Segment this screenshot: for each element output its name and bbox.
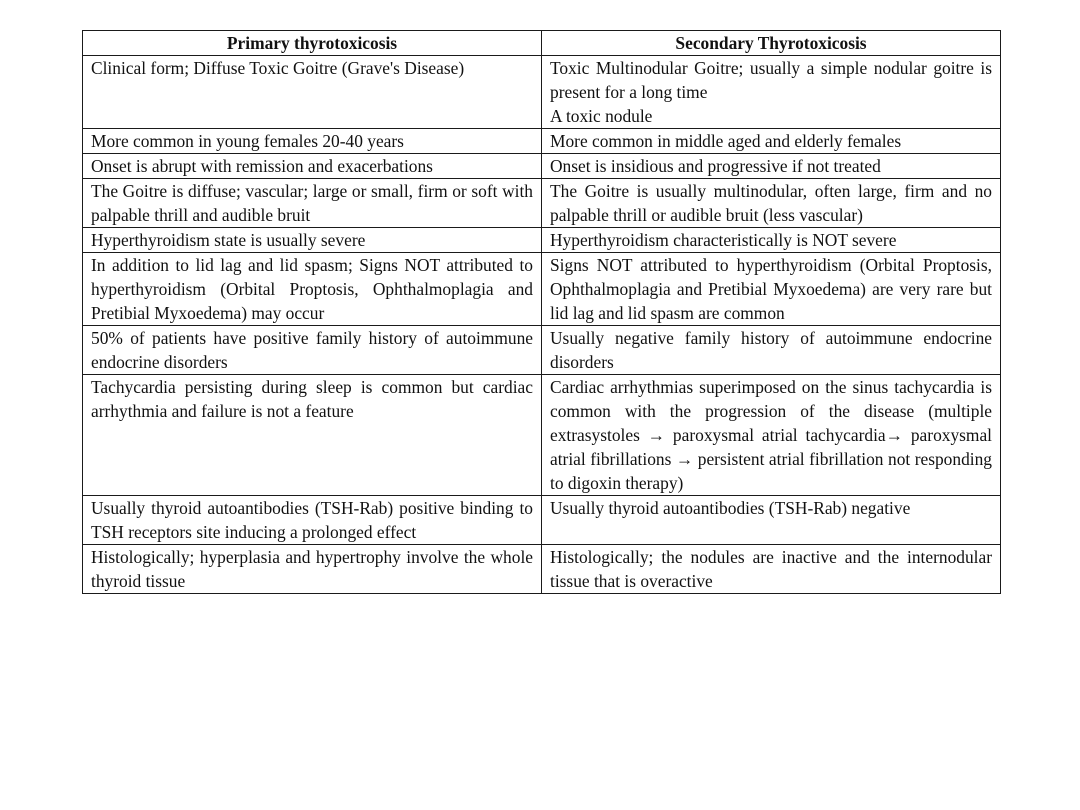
secondary-cell: Usually thyroid autoantibodies (TSH-Rab) negative [542, 496, 1001, 545]
table-row [83, 253, 1001, 326]
secondary-cell [542, 56, 1001, 129]
table-row [83, 228, 1001, 253]
comparison-table-container [82, 30, 1000, 594]
primary-cell: Tachycardia persisting during sleep is common but cardiac arrhythmia and failure is not a feature [83, 375, 542, 496]
primary-cell: Clinical form; Diffuse Toxic Goitre (Grave's Disease) [83, 56, 542, 129]
primary-cell: Histologically; hyperplasia and hypertrophy involve the whole thyroid tissue [83, 545, 542, 594]
secondary-cell: Usually negative family history of autoimmune endocrine disorders [542, 326, 1001, 375]
secondary-cell: Signs NOT attributed to hyperthyroidism (Orbital Proptosis, Ophthalmoplagia and Pretibial Myxoedema) are very rare but lid lag and lid spasm are common [542, 253, 1001, 326]
primary-cell: The Goitre is diffuse; vascular; large or small, firm or soft with palpable thrill and audible bruit [83, 179, 542, 228]
primary-cell: Onset is abrupt with remission and exacerbations [83, 154, 542, 179]
table-row [83, 56, 1001, 129]
table-row [83, 326, 1001, 375]
table-row [83, 375, 1001, 496]
secondary-cell: Histologically; the nodules are inactive and the internodular tissue that is overactive [542, 545, 1001, 594]
secondary-cell: Cardiac arrhythmias superimposed on the sinus tachycardia is common with the progression of the disease (multiple extrasystoles → paroxysmal atrial tachycardia→ paroxysmal atrial fibrillations → persistent atrial fibrillation not responding to digoxin therapy) [542, 375, 1001, 496]
header-row [83, 31, 1001, 56]
secondary-cell: More common in middle aged and elderly females [542, 129, 1001, 154]
primary-cell: Hyperthyroidism state is usually severe [83, 228, 542, 253]
secondary-cell: Onset is insidious and progressive if not treated [542, 154, 1001, 179]
secondary-cell: The Goitre is usually multinodular, often large, firm and no palpable thrill or audible bruit (less vascular) [542, 179, 1001, 228]
primary-cell: In addition to lid lag and lid spasm; Signs NOT attributed to hyperthyroidism (Orbital Proptosis, Ophthalmoplagia and Pretibial Myxoedema) may occur [83, 253, 542, 326]
thyrotoxicosis-comparison-table [82, 30, 1001, 594]
secondary-cell: Hyperthyroidism characteristically is NOT severe [542, 228, 1001, 253]
table-row [83, 129, 1001, 154]
table-row [83, 545, 1001, 594]
table-row [83, 179, 1001, 228]
secondary-cell-text: Toxic Multinodular Goitre; usually a simple nodular goitre is present for a long time A toxic nodule [550, 58, 992, 126]
primary-cell: Usually thyroid autoantibodies (TSH-Rab) positive binding to TSH receptors site inducing a prolonged effect [83, 496, 542, 545]
header-secondary: Secondary Thyrotoxicosis [542, 31, 1001, 56]
primary-cell: 50% of patients have positive family history of autoimmune endocrine disorders [83, 326, 542, 375]
primary-cell: More common in young females 20-40 years [83, 129, 542, 154]
table-row [83, 496, 1001, 545]
table-row [83, 154, 1001, 179]
header-primary: Primary thyrotoxicosis [83, 31, 542, 56]
